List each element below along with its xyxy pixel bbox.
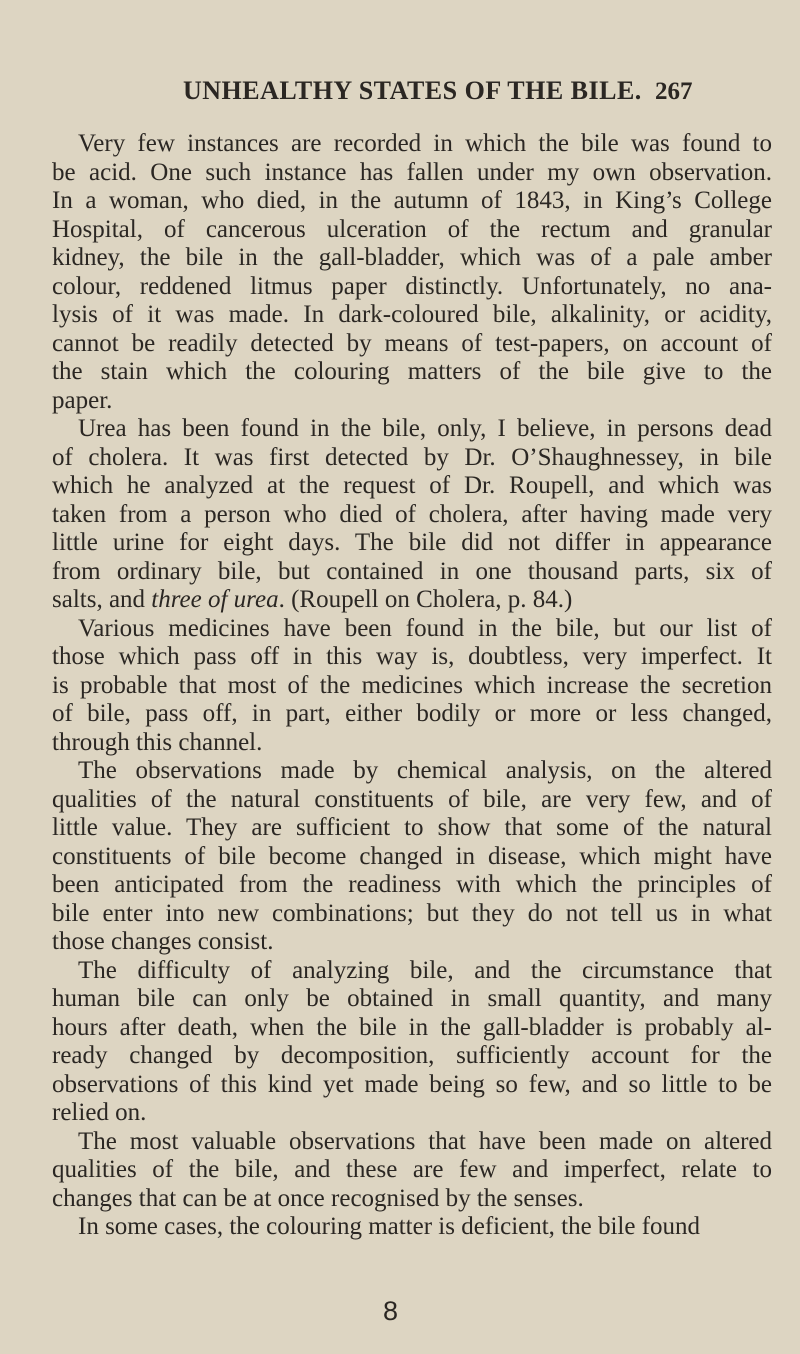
text-line: hours after death, when the bile in the gall-bladder is probably al- — [52, 1013, 772, 1041]
paragraph — [52, 1213, 772, 1242]
text-line: of cholera. It was first detected by Dr. O’Shaughnessey, in bile — [52, 443, 772, 471]
text-line: bile enter into new combinations; but they do not tell us in what — [52, 899, 772, 927]
text-line: Urea has been found in the bile, only, I believe, in persons dead — [78, 415, 772, 442]
paragraph — [52, 757, 772, 957]
text-line: be acid. One such instance has fallen under my own observation. — [52, 158, 772, 186]
body-text — [52, 130, 772, 1242]
text-line: is probable that most of the medicines which increase the secretion — [52, 671, 772, 699]
paragraph — [52, 615, 772, 758]
text-line: paper. — [52, 386, 113, 414]
text-line: the stain which the colouring matters of the bile give to the — [52, 358, 772, 385]
text-line: observations of this kind yet made being so few, and so little to be — [52, 1070, 772, 1098]
paragraph — [52, 957, 772, 1128]
text-line: The most valuable observations that have been made on altered — [78, 1127, 772, 1155]
text-line: salts, and three of urea. (Roupell on Cholera, p. 84.) — [52, 586, 573, 613]
text-line: The difficulty of analyzing bile, and the circumstance that — [78, 956, 772, 984]
text-line: colour, reddened litmus paper distinctly. Unfortunately, no ana- — [52, 272, 772, 300]
text-line: Various medicines have been found in the bile, but our list of — [78, 614, 772, 642]
text-line: little urine for eight days. The bile did not differ in appearance — [52, 529, 772, 556]
paragraph — [52, 1128, 772, 1214]
signature-mark: 8 — [383, 1296, 399, 1326]
text-line: ready changed by decomposition, sufficiently account for the — [52, 1042, 772, 1069]
text-line: been anticipated from the readiness with which the principles of — [52, 871, 772, 898]
text-line: qualities of the natural constituents of bile, are very few, and of — [52, 785, 772, 813]
text-line: Very few instances are recorded in which the bile was found to — [78, 130, 772, 157]
text-line: In some cases, the colouring matter is deficient, the bile found — [78, 1213, 701, 1240]
text-line: relied on. — [52, 1099, 147, 1126]
text-line: through this channel. — [52, 728, 263, 756]
text-line: Hospital, of cancerous ulceration of the rectum and granular — [52, 215, 772, 243]
text-line: those changes consist. — [52, 928, 274, 955]
text-line: In a woman, who died, in the autumn of 1843, in King’s College — [52, 187, 772, 214]
text-line: qualities of the bile, and these are few and imperfect, relate to — [52, 1156, 772, 1183]
text-line: cannot be readily detected by means of test-papers, on account of — [52, 329, 772, 357]
text-line: of bile, pass off, in part, either bodily or more or less changed, — [52, 700, 772, 727]
page-number: 267 — [655, 78, 693, 105]
text-line: kidney, the bile in the gall-bladder, which was of a pale amber — [52, 244, 772, 271]
text-line: human bile can only be obtained in small quantity, and many — [52, 985, 772, 1012]
text-line: lysis of it was made. In dark-coloured bile, alkalinity, or acidity, — [52, 301, 772, 328]
text-line: from ordinary bile, but contained in one thousand parts, six of — [52, 557, 772, 585]
running-title: UNHEALTHY STATES OF THE BILE. — [183, 76, 642, 105]
text-line: changes that can be at once recognised by the senses. — [52, 1184, 584, 1212]
paragraph — [52, 130, 772, 415]
text-line: little value. They are sufficient to show that some of the natural — [52, 814, 772, 841]
text-line: The observations made by chemical analysis, on the altered — [78, 757, 772, 784]
paragraph — [52, 415, 772, 615]
italic-phrase: three of urea — [151, 586, 279, 613]
text-line: taken from a person who died of cholera, after having made very — [52, 500, 772, 528]
text-line: constituents of bile become changed in disease, which might have — [52, 842, 772, 870]
text-line: those which pass off in this way is, doubtless, very imperfect. It — [52, 643, 772, 670]
text-line: which he analyzed at the request of Dr. Roupell, and which was — [52, 472, 772, 499]
page-header — [0, 76, 800, 116]
